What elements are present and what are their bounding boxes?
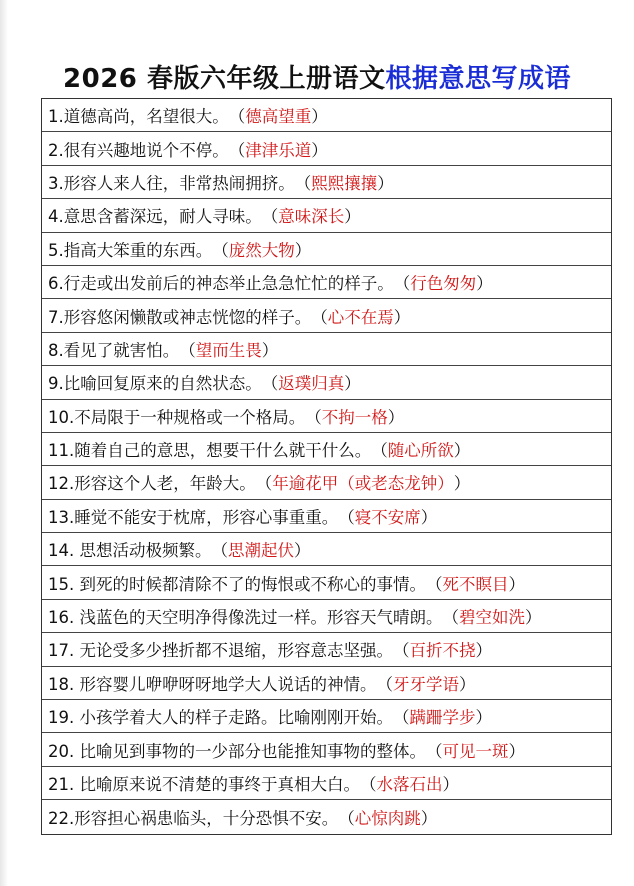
answer-text: 返璞归真 [278, 374, 345, 394]
table-row [42, 199, 611, 232]
table-row [42, 667, 611, 700]
open-paren: （ [211, 541, 228, 561]
open-paren: （ [261, 374, 279, 394]
close-paren: ） [508, 741, 525, 761]
table-row [42, 767, 611, 800]
table-row [42, 166, 611, 199]
close-paren: ） [420, 808, 438, 828]
open-paren: （ [179, 340, 196, 360]
open-paren: （ [393, 708, 410, 728]
question-text: 4.意思含蓄深远，耐人寻味。 [48, 207, 262, 227]
table-row [42, 266, 611, 299]
question-text: 11.随着自己的意思，想要干什么就干什么。 [48, 441, 372, 461]
close-paren: ） [453, 441, 471, 461]
close-paren: ） [420, 507, 438, 527]
page-title [0, 58, 634, 95]
close-paren: ） [261, 340, 279, 360]
answer-text: 随心所欲 [387, 441, 454, 461]
answer-text: 意味深长 [278, 207, 345, 227]
close-paren: ） [453, 474, 471, 494]
close-paren: ） [508, 574, 525, 594]
close-paren: ） [311, 107, 328, 127]
table-row [42, 500, 611, 533]
close-paren: ） [344, 374, 361, 394]
answer-text: 百折不挠 [409, 641, 476, 661]
open-paren: （ [294, 173, 312, 193]
question-text: 7.形容悠闲懒散或神志恍惚的样子。 [48, 307, 312, 327]
table-row [42, 633, 611, 666]
question-text: 12.形容这个人老，年龄大。 [48, 474, 256, 494]
close-paren: ） [475, 641, 492, 661]
table-row [42, 99, 611, 132]
open-paren: （ [338, 808, 355, 828]
answer-text: 望而生畏 [195, 340, 262, 360]
question-text: 8.看见了就害怕。 [48, 340, 180, 360]
question-text: 20. 比喻见到事物的一少部分也能推知事物的整体。 [48, 741, 426, 761]
page-edge-shadow [0, 0, 8, 886]
open-paren: （ [426, 574, 443, 594]
open-paren: （ [261, 207, 279, 227]
close-paren: ） [459, 674, 476, 694]
table-row [42, 800, 611, 833]
table-row [42, 299, 611, 332]
table-row [42, 700, 611, 733]
open-paren: （ [371, 441, 388, 461]
question-text: 18. 形容婴儿咿咿呀呀地学大人说话的神情。 [48, 674, 377, 694]
question-text: 19. 小孩学着大人的样子走路。比喻刚刚开始。 [48, 708, 393, 728]
question-text: 3.形容人来人往，非常热闹拥挤。 [48, 173, 295, 193]
close-paren: ） [344, 207, 361, 227]
table-row [42, 233, 611, 266]
question-text: 1.道德高尚，名望很大。 [48, 107, 229, 127]
close-paren: ） [442, 775, 459, 794]
answer-text: 熙熙攘攘 [311, 173, 378, 193]
open-paren: （ [228, 107, 246, 127]
open-paren: （ [426, 741, 443, 761]
answer-text: 可见一斑 [442, 741, 509, 761]
open-paren: （ [393, 274, 411, 294]
answer-text: 牙牙学语 [393, 674, 459, 694]
answer-text: 心惊肉跳 [354, 808, 421, 828]
question-text: 22.形容担心祸患临头，十分恐惧不安。 [48, 808, 339, 828]
close-paren: ） [387, 407, 405, 427]
open-paren: （ [393, 641, 410, 661]
question-text: 21. 比喻原来说不清楚的事终于真相大白。 [48, 775, 360, 794]
open-paren: （ [338, 507, 355, 527]
table-row [42, 566, 611, 599]
title-main: 2026 春版六年级上册语文 [63, 64, 386, 94]
question-text: 10.不局限于一种规格或一个格局。 [48, 407, 306, 427]
table-row [42, 433, 611, 466]
open-paren: （ [360, 775, 377, 794]
close-paren: ） [294, 541, 311, 561]
close-paren: ） [476, 274, 493, 294]
table-row [42, 733, 611, 766]
answer-text: 德高望重 [245, 107, 312, 127]
answer-text: 庞然大物 [228, 240, 295, 260]
answer-text: 津津乐道 [245, 140, 312, 160]
answer-text: 死不瞑目 [442, 574, 509, 594]
answer-text: 蹒跚学步 [409, 708, 476, 728]
answer-text: 心不在焉 [327, 307, 394, 327]
question-text: 5.指高大笨重的东西。 [48, 240, 213, 260]
question-text: 9.比喻回复原来的自然状态。 [48, 374, 262, 394]
open-paren: （ [305, 407, 322, 427]
answer-text: 行色匆匆 [410, 274, 477, 294]
open-paren: （ [228, 140, 246, 160]
table-row [42, 132, 611, 165]
table-row [42, 366, 611, 399]
close-paren: ） [377, 173, 394, 193]
question-text: 14. 思想活动极频繁。 [48, 541, 212, 561]
open-paren: （ [376, 674, 393, 694]
title-accent: 根据意思写成语 [385, 64, 571, 94]
answer-text: 水落石出 [376, 775, 443, 794]
answer-text: 思潮起伏 [228, 541, 294, 561]
question-text: 2.很有兴趣地说个不停。 [48, 140, 229, 160]
question-text: 6.行走或出发前后的神态举止急急忙忙的样子。 [48, 274, 394, 294]
open-paren: （ [212, 240, 229, 260]
open-paren: （ [311, 307, 328, 327]
answer-text: 不拘一格 [321, 407, 388, 427]
table-row [42, 466, 611, 499]
table-row [42, 533, 611, 566]
close-paren: ） [311, 140, 328, 160]
open-paren: （ [442, 608, 459, 628]
table-row [42, 400, 611, 433]
open-paren: （ [255, 474, 273, 494]
question-text: 13.睡觉不能安于枕席，形容心事重重。 [48, 507, 339, 527]
question-text: 17. 无论受多少挫折都不退缩，形容意志坚强。 [48, 641, 393, 661]
answer-text: 寝不安席 [354, 507, 421, 527]
table-row [42, 600, 611, 633]
close-paren: ） [294, 240, 312, 260]
answer-text: 年逾花甲（或老态龙钟） [272, 474, 454, 494]
close-paren: ） [475, 708, 492, 728]
answer-text: 碧空如洗 [459, 608, 525, 628]
idiom-table [41, 98, 612, 835]
table-row [42, 333, 611, 366]
close-paren: ） [525, 608, 542, 628]
close-paren: ） [393, 307, 411, 327]
question-text: 15. 到死的时候都清除不了的悔恨或不称心的事情。 [48, 574, 426, 594]
question-text: 16. 浅蓝色的天空明净得像洗过一样。形容天气晴朗。 [48, 608, 443, 628]
